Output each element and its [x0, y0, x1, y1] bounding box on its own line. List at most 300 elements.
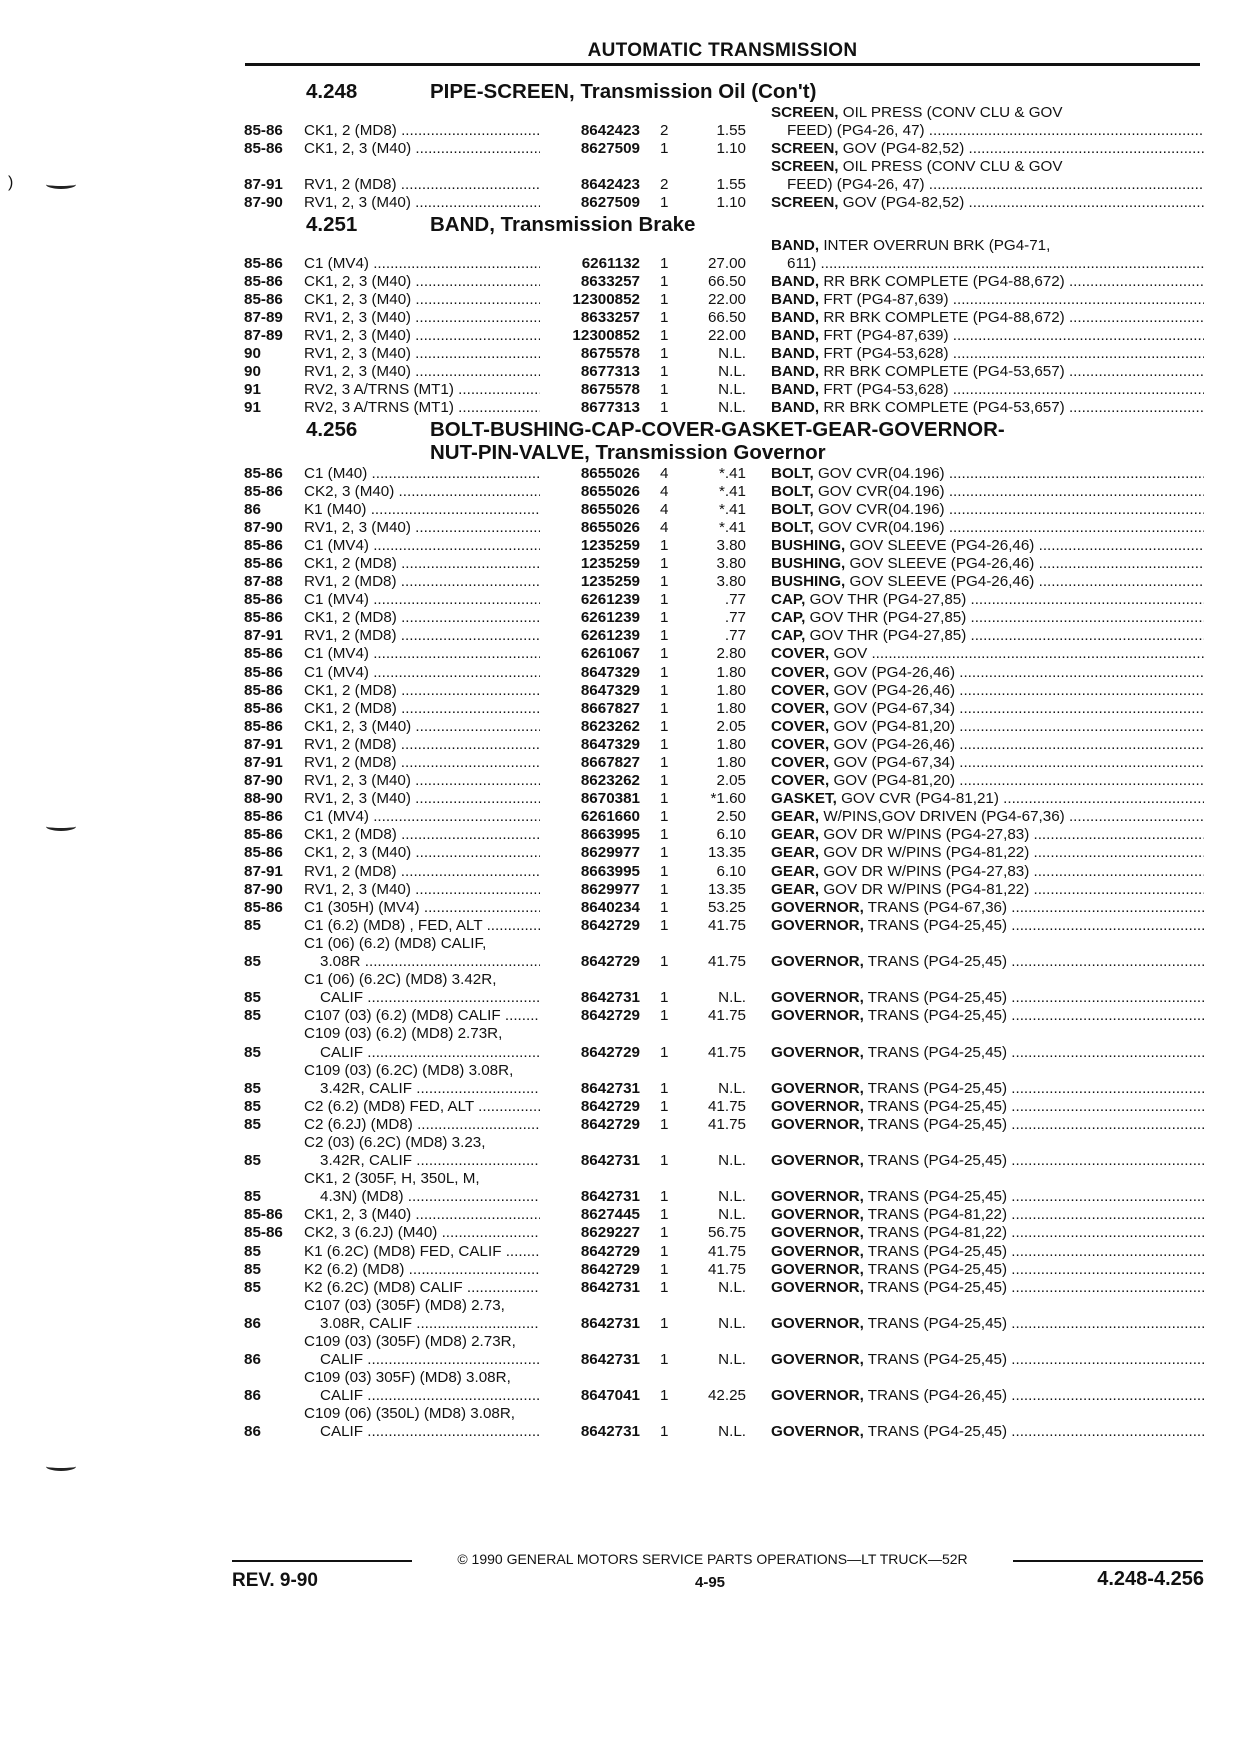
- description: [746, 1315, 1204, 1333]
- price: 2.50: [716, 808, 746, 826]
- model-years: 85: [244, 1278, 261, 1296]
- application: [304, 381, 540, 399]
- price: N.L.: [718, 1206, 746, 1224]
- application-line: RV1, 2 (MD8) .....: [304, 736, 540, 754]
- description-line: [771, 237, 1204, 255]
- description-line: [771, 645, 1204, 663]
- description: [746, 808, 1204, 826]
- model-years: 85-86: [244, 663, 283, 681]
- application: [304, 826, 540, 844]
- description-line: [771, 1116, 1204, 1134]
- price: 22.00: [707, 327, 746, 345]
- application: [304, 627, 540, 645]
- description-line: [771, 1243, 1204, 1261]
- binder-hole-mark: [46, 1462, 76, 1471]
- model-years: 85-86: [244, 591, 283, 609]
- application: [304, 399, 540, 417]
- model-years: 86: [244, 1314, 261, 1332]
- price: .77: [724, 591, 746, 609]
- price: 66.50: [707, 272, 746, 290]
- description-text: TRANS (PG4-25,45): [867, 1097, 1008, 1115]
- part-name: CAP,: [771, 627, 806, 645]
- description-line: [771, 682, 1204, 700]
- quantity: 1: [660, 898, 669, 916]
- description-line: [771, 1387, 1204, 1405]
- part-name: SCREEN,: [771, 104, 839, 121]
- part-number: 8642731: [580, 989, 640, 1007]
- parts-row: [244, 519, 1204, 537]
- description-text: RR BRK COMPLETE (PG4-88,672): [823, 308, 1065, 326]
- description: [746, 591, 1204, 609]
- part-number: 8642731: [580, 1152, 640, 1170]
- quantity: 1: [660, 772, 669, 790]
- parts-row: [244, 1297, 1204, 1333]
- model-years: 85: [244, 953, 261, 971]
- description-text: TRANS (PG4-25,45): [867, 1423, 1008, 1441]
- application: [304, 682, 540, 700]
- description-line: [771, 1007, 1204, 1025]
- quantity: 1: [660, 345, 669, 363]
- application: [304, 808, 540, 826]
- quantity: 1: [660, 1188, 669, 1206]
- quantity: 1: [660, 916, 669, 934]
- description: [746, 609, 1204, 627]
- model-years: 88-90: [244, 790, 283, 808]
- application: [304, 573, 540, 591]
- description: [746, 1098, 1204, 1116]
- description-line: [771, 863, 1204, 881]
- description-text: GOV (PG4-67,34): [833, 699, 956, 717]
- description: [746, 645, 1204, 663]
- description-text: GOV DR W/PINS (PG4-27,83): [823, 826, 1030, 844]
- model-years: 86: [244, 500, 261, 518]
- description-line: [771, 1423, 1204, 1441]
- part-number: 8633257: [580, 308, 640, 326]
- application-line: C109 (03) (305F) (MD8) 2.73R,: [304, 1333, 516, 1350]
- description-line: [771, 194, 1204, 212]
- parts-catalog-listing: [244, 80, 1204, 1442]
- parts-row: [244, 237, 1204, 273]
- description-line: [771, 844, 1204, 862]
- part-name: GEAR,: [771, 826, 820, 844]
- price: 1.55: [716, 176, 746, 194]
- price: N.L.: [718, 399, 746, 417]
- application-line: C107 (03) (6.2) (MD8) CALIF .....: [304, 1007, 540, 1025]
- model-years: 85: [244, 1260, 261, 1278]
- part-name: BOLT,: [771, 518, 814, 536]
- part-number: 8627445: [580, 1206, 640, 1224]
- application-line: 4.3N) (MD8) .....: [304, 1188, 540, 1206]
- description-line: [771, 122, 1204, 140]
- price: 2.80: [716, 645, 746, 663]
- quantity: 1: [660, 1260, 669, 1278]
- application-line: C1 (M40) .....: [304, 465, 540, 483]
- part-name: GOVERNOR,: [771, 1351, 864, 1369]
- quantity: 1: [660, 826, 669, 844]
- parts-row: [244, 363, 1204, 381]
- margin-bracket-mark: ): [8, 174, 14, 191]
- parts-row: [244, 1224, 1204, 1242]
- price: *1.60: [710, 790, 746, 808]
- application: [304, 1025, 540, 1061]
- description-line: [771, 1279, 1204, 1297]
- description-line: [771, 399, 1204, 417]
- quantity: 1: [660, 554, 669, 572]
- description-text: TRANS (PG4-25,45): [867, 1188, 1008, 1206]
- description-line: [771, 736, 1204, 754]
- part-name: GOVERNOR,: [771, 916, 864, 934]
- description: [746, 363, 1204, 381]
- part-name: GOVERNOR,: [771, 1314, 864, 1332]
- quantity: 1: [660, 1152, 669, 1170]
- application: [304, 122, 540, 140]
- description-line: [771, 345, 1204, 363]
- description-line: [771, 519, 1204, 537]
- part-name: BAND,: [771, 308, 820, 326]
- revision-label: REV. 9-90: [232, 1570, 318, 1591]
- parts-row: [244, 501, 1204, 519]
- application: [304, 1116, 540, 1134]
- price: .77: [724, 627, 746, 645]
- description-line: [771, 989, 1204, 1007]
- part-name: BAND,: [771, 290, 820, 308]
- part-number: 8629977: [580, 844, 640, 862]
- application-line: RV1, 2 (MD8) .....: [304, 573, 540, 591]
- price: 1.80: [716, 663, 746, 681]
- description: [746, 899, 1204, 917]
- part-name: GOVERNOR,: [771, 1206, 864, 1224]
- description-line: [771, 1261, 1204, 1279]
- part-name: GEAR,: [771, 844, 820, 862]
- description-text: RR BRK COMPLETE (PG4-53,657): [823, 399, 1065, 417]
- quantity: 1: [660, 1423, 669, 1441]
- description-text: TRANS (PG4-81,22): [867, 1206, 1008, 1224]
- description-text: GOV CVR(04.196): [817, 482, 945, 500]
- description: [746, 555, 1204, 573]
- part-name: COVER,: [771, 772, 830, 790]
- application: [304, 1062, 540, 1098]
- model-years: 87-90: [244, 772, 283, 790]
- price: 41.75: [707, 1097, 746, 1115]
- description-text: GOV (PG4-81,20): [833, 772, 956, 790]
- price: 41.75: [707, 1115, 746, 1133]
- quantity: 1: [660, 1079, 669, 1097]
- parts-row: [244, 772, 1204, 790]
- application: [304, 772, 540, 790]
- description: [746, 989, 1204, 1007]
- application-line: RV1, 2, 3 (M40) .....: [304, 327, 540, 345]
- description-text: GOV (PG4-26,46): [833, 681, 956, 699]
- description: [746, 627, 1204, 645]
- quantity: 1: [660, 363, 669, 381]
- model-years: 87-88: [244, 573, 283, 591]
- part-name: BAND,: [771, 399, 820, 417]
- description-text: TRANS (PG4-25,45): [867, 1152, 1008, 1170]
- part-number: 8642729: [580, 953, 640, 971]
- application-line: RV1, 2 (MD8) .....: [304, 863, 540, 881]
- application-line: C1 (MV4) .....: [304, 591, 540, 609]
- description-line: [771, 1206, 1204, 1224]
- part-number: 8667827: [580, 699, 640, 717]
- part-number: 6261239: [580, 591, 640, 609]
- description-text: TRANS (PG4-25,45): [867, 1115, 1008, 1133]
- description-text: FRT (PG4-87,639): [823, 327, 949, 345]
- model-years: 85-86: [244, 122, 283, 140]
- description-text: GOV (PG4-82,52): [842, 194, 965, 212]
- part-name: GOVERNOR,: [771, 1260, 864, 1278]
- application-line: RV1, 2, 3 (M40) .....: [304, 519, 540, 537]
- part-number: 8677313: [580, 363, 640, 381]
- application-line: CK1, 2 (MD8) .....: [304, 700, 540, 718]
- part-number: 8642731: [580, 1351, 640, 1369]
- description: [746, 399, 1204, 417]
- description: [746, 953, 1204, 971]
- quantity: 1: [660, 1097, 669, 1115]
- section-title: BOLT-BUSHING-CAP-COVER-GASKET-GEAR-GOVERNOR- NUT-PIN-VALVE, Transmission Governor: [430, 417, 1005, 464]
- part-number: 8629977: [580, 880, 640, 898]
- part-name: GOVERNOR,: [771, 1152, 864, 1170]
- footer-rule: [232, 1560, 412, 1562]
- quantity: 2: [660, 176, 669, 194]
- price: N.L.: [718, 381, 746, 399]
- description-line: [771, 1351, 1204, 1369]
- model-years: 87-91: [244, 176, 283, 194]
- part-number: 8655026: [580, 482, 640, 500]
- description-line: [771, 609, 1204, 627]
- model-years: 85-86: [244, 609, 283, 627]
- parts-row: [244, 808, 1204, 826]
- part-number: 8647329: [580, 663, 640, 681]
- description: [746, 1387, 1204, 1405]
- quantity: 1: [660, 989, 669, 1007]
- description-line: [771, 1315, 1204, 1333]
- application-line: RV1, 2, 3 (M40) .....: [304, 790, 540, 808]
- parts-row: [244, 1116, 1204, 1134]
- description-line: [771, 327, 1204, 345]
- parts-row: [244, 537, 1204, 555]
- description: [746, 844, 1204, 862]
- description-line: [771, 555, 1204, 573]
- description: [746, 664, 1204, 682]
- price: 41.75: [707, 1007, 746, 1025]
- application-line: CK1, 2, 3 (M40) .....: [304, 718, 540, 736]
- model-years: 85-86: [244, 681, 283, 699]
- part-name: GOVERNOR,: [771, 1097, 864, 1115]
- price: N.L.: [718, 1423, 746, 1441]
- application-line: C109 (03) (6.2) (MD8) 2.73R,: [304, 1025, 503, 1043]
- page-number: 4-95: [694, 1574, 726, 1591]
- price: 1.80: [716, 699, 746, 717]
- description-text: GOV: [833, 645, 868, 663]
- application-line: C2 (6.2J) (MD8) .....: [304, 1116, 540, 1134]
- application: [304, 1297, 540, 1333]
- model-years: 87-90: [244, 880, 283, 898]
- application-line: CALIF .....: [304, 1351, 540, 1369]
- price: 1.10: [716, 194, 746, 212]
- part-number: 8642731: [580, 1188, 640, 1206]
- description-text: FRT (PG4-87,639): [823, 290, 949, 308]
- model-years: 87-89: [244, 308, 283, 326]
- application-line: C1 (MV4) .....: [304, 664, 540, 682]
- price: 3.80: [716, 536, 746, 554]
- price: N.L.: [718, 1314, 746, 1332]
- header-rule: [245, 63, 1200, 66]
- parts-row: [244, 682, 1204, 700]
- part-name: GOVERNOR,: [771, 1278, 864, 1296]
- section-number: 4.248: [306, 80, 358, 103]
- application-line: CK1, 2 (MD8) .....: [304, 609, 540, 627]
- quantity: 4: [660, 464, 669, 482]
- part-name: GOVERNOR,: [771, 898, 864, 916]
- description: [746, 718, 1204, 736]
- application: [304, 971, 540, 1007]
- description-text: FEED) (PG4-26, 47): [787, 176, 925, 194]
- parts-row: [244, 863, 1204, 881]
- quantity: 1: [660, 399, 669, 417]
- price: 42.25: [707, 1387, 746, 1405]
- application-line: CALIF .....: [304, 1044, 540, 1062]
- part-name: GEAR,: [771, 862, 820, 880]
- quantity: 1: [660, 1387, 669, 1405]
- description-line: [771, 881, 1204, 899]
- parts-row: [244, 194, 1204, 212]
- application: [304, 844, 540, 862]
- part-name: GASKET,: [771, 790, 837, 808]
- model-years: 85: [244, 1242, 261, 1260]
- description: [746, 881, 1204, 899]
- price: N.L.: [718, 1351, 746, 1369]
- model-years: 85-86: [244, 808, 283, 826]
- description-text: TRANS (PG4-25,45): [867, 916, 1008, 934]
- part-name: COVER,: [771, 735, 830, 753]
- parts-row: [244, 158, 1204, 194]
- price: 41.75: [707, 953, 746, 971]
- description-text: TRANS (PG4-25,45): [867, 1278, 1008, 1296]
- description-line: [771, 826, 1204, 844]
- application: [304, 790, 540, 808]
- part-name: GOVERNOR,: [771, 1188, 864, 1206]
- quantity: 4: [660, 500, 669, 518]
- application: [304, 345, 540, 363]
- description-text: TRANS (PG4-81,22): [867, 1224, 1008, 1242]
- description-text: OIL PRESS (CONV CLU & GOV: [842, 104, 1063, 121]
- quantity: 1: [660, 880, 669, 898]
- application-line: CK1, 2 (305F, H, 350L, M,: [304, 1170, 480, 1188]
- model-years: 90: [244, 345, 261, 363]
- application-line: 3.08R .....: [304, 953, 540, 971]
- parts-row: [244, 917, 1204, 935]
- model-years: 85: [244, 1097, 261, 1115]
- price: 3.80: [716, 554, 746, 572]
- description-text: RR BRK COMPLETE (PG4-53,657): [823, 363, 1065, 381]
- parts-row: [244, 899, 1204, 917]
- price: 66.50: [707, 308, 746, 326]
- description-text: RR BRK COMPLETE (PG4-88,672): [823, 272, 1065, 290]
- part-number: 8642729: [580, 916, 640, 934]
- application: [304, 917, 540, 935]
- quantity: 1: [660, 1115, 669, 1133]
- application: [304, 483, 540, 501]
- quantity: 1: [660, 681, 669, 699]
- price: 41.75: [707, 1260, 746, 1278]
- description: [746, 1116, 1204, 1134]
- part-number: 8642729: [580, 1115, 640, 1133]
- model-years: 85: [244, 1115, 261, 1133]
- part-name: GOVERNOR,: [771, 1387, 864, 1405]
- application-line: C109 (03) (6.2C) (MD8) 3.08R,: [304, 1061, 514, 1079]
- quantity: 1: [660, 272, 669, 290]
- quantity: 1: [660, 1314, 669, 1332]
- parts-row: [244, 1134, 1204, 1170]
- application: [304, 591, 540, 609]
- model-years: 86: [244, 1351, 261, 1369]
- price: *.41: [718, 500, 746, 518]
- description-text: GOV CVR(04.196): [817, 518, 945, 536]
- part-name: BAND,: [771, 272, 820, 290]
- quantity: 1: [660, 790, 669, 808]
- application-line: CK1, 2, 3 (M40) .....: [304, 1206, 540, 1224]
- parts-row: [244, 327, 1204, 345]
- part-number: 8623262: [580, 717, 640, 735]
- model-years: 85-86: [244, 844, 283, 862]
- part-name: GOVERNOR,: [771, 1079, 864, 1097]
- application-line: RV1, 2, 3 (M40) .....: [304, 345, 540, 363]
- model-years: 86: [244, 1387, 261, 1405]
- description: [746, 158, 1204, 194]
- application: [304, 1279, 540, 1297]
- part-name: CAP,: [771, 609, 806, 627]
- quantity: 1: [660, 645, 669, 663]
- part-name: BOLT,: [771, 482, 814, 500]
- application: [304, 176, 540, 194]
- application: [304, 363, 540, 381]
- application-line: C109 (06) (350L) (MD8) 3.08R,: [304, 1405, 516, 1423]
- quantity: 1: [660, 308, 669, 326]
- application: [304, 718, 540, 736]
- part-number: 8627509: [580, 140, 640, 158]
- quantity: 4: [660, 518, 669, 536]
- part-name: BUSHING,: [771, 573, 846, 591]
- parts-row: [244, 591, 1204, 609]
- description-line: [771, 573, 1204, 591]
- description-text: TRANS (PG4-25,45): [867, 1007, 1008, 1025]
- description: [746, 1007, 1204, 1025]
- application-line: 3.08R, CALIF .....: [304, 1315, 540, 1333]
- parts-row: [244, 1261, 1204, 1279]
- quantity: 2: [660, 122, 669, 140]
- section-range: 4.248-4.256: [1097, 1568, 1204, 1590]
- part-number: 8647329: [580, 681, 640, 699]
- part-number: 8655026: [580, 464, 640, 482]
- part-number: 6261067: [580, 645, 640, 663]
- description-text: GOV CVR (PG4-81,21): [841, 790, 999, 808]
- model-years: 87-91: [244, 862, 283, 880]
- binder-hole-mark: [46, 180, 76, 189]
- application: [304, 609, 540, 627]
- description-line: [771, 1152, 1204, 1170]
- description: [746, 465, 1204, 483]
- description-text: TRANS (PG4-25,45): [867, 1260, 1008, 1278]
- application-line: CK1, 2 (MD8) .....: [304, 122, 540, 140]
- application-line: RV2, 3 A/TRNS (MT1) .....: [304, 381, 540, 399]
- part-name: BAND,: [771, 236, 820, 254]
- price: N.L.: [718, 345, 746, 363]
- part-name: SCREEN,: [771, 140, 839, 158]
- application-line: C1 (MV4) .....: [304, 808, 540, 826]
- description-text: GOV DR W/PINS (PG4-27,83): [823, 862, 1030, 880]
- price: *.41: [718, 482, 746, 500]
- application-line: CK1, 2 (MD8) .....: [304, 826, 540, 844]
